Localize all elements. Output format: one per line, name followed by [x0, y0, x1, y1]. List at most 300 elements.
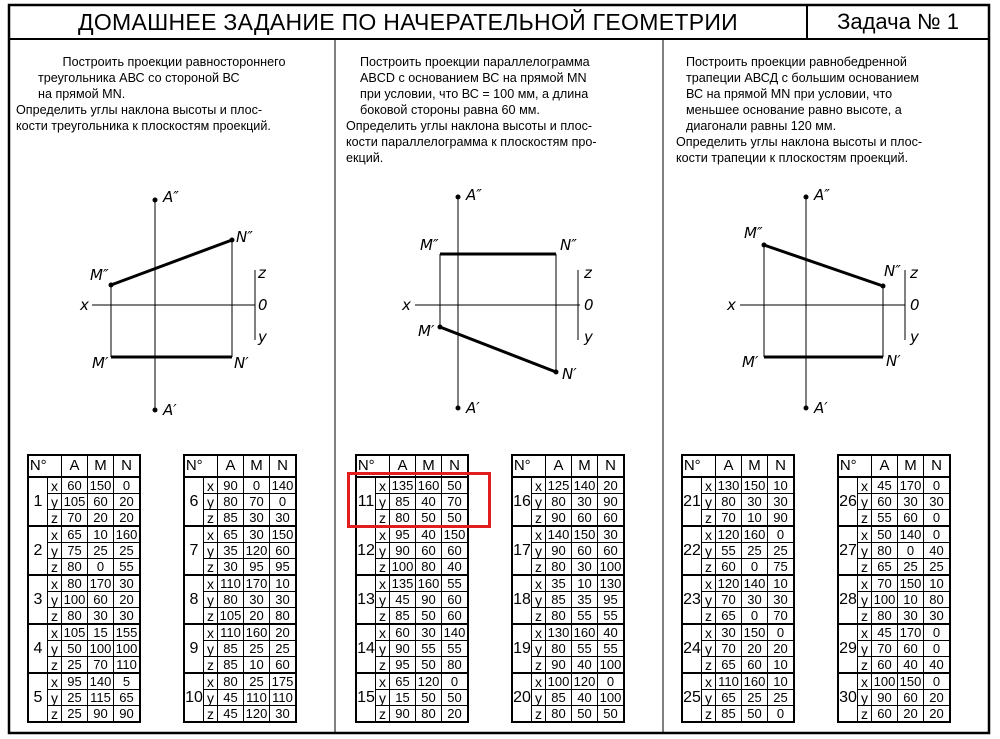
- table-header-cell: N: [270, 455, 297, 477]
- coordinate-cell: 0: [742, 559, 768, 576]
- axis-cell: x: [858, 624, 872, 641]
- coordinate-cell: 60: [62, 477, 88, 494]
- coordinate-cell: 0: [924, 624, 951, 641]
- coordinate-cell: 25: [62, 657, 88, 674]
- coordinate-cell: 65: [716, 657, 742, 674]
- axis-cell: x: [204, 477, 218, 494]
- label-n2: N″: [236, 228, 253, 246]
- coordinate-cell: 140: [898, 526, 924, 543]
- label-m2: M″: [744, 224, 763, 242]
- table-row: [28, 673, 140, 690]
- coordinate-cell: 80: [218, 592, 244, 608]
- coordinate-cell: 95: [62, 673, 88, 690]
- table-row: [682, 575, 794, 592]
- label-n2: N″: [560, 236, 577, 254]
- coordinate-cell: 60: [416, 543, 442, 559]
- axis-cell: y: [858, 543, 872, 559]
- coordinate-cell: 150: [442, 526, 469, 543]
- coordinate-cell: 65: [390, 673, 416, 690]
- coordinate-cell: 175: [270, 673, 297, 690]
- task-2-line: Определить углы наклона высоты и плос-: [346, 119, 593, 133]
- coordinate-cell: 30: [572, 559, 598, 576]
- axis-cell: y: [858, 641, 872, 657]
- axis-cell: z: [48, 608, 62, 625]
- coordinate-cell: 85: [390, 494, 416, 510]
- axis-cell: y: [858, 494, 872, 510]
- table-header-cell: N°: [512, 455, 532, 477]
- table-header-cell: N: [598, 455, 625, 477]
- table-row: [184, 575, 296, 592]
- label-y: y: [910, 328, 919, 346]
- coordinate-cell: 50: [442, 477, 469, 494]
- task-2-line: боковой стороны равна 60 мм.: [360, 103, 540, 117]
- coordinate-cell: 55: [572, 641, 598, 657]
- coordinate-cell: 25: [114, 543, 141, 559]
- coordinate-cell: 10: [768, 657, 795, 674]
- coordinate-cell: 70: [872, 641, 898, 657]
- coordinate-cell: 70: [768, 608, 795, 625]
- axis-cell: z: [376, 559, 390, 576]
- coordinate-cell: 60: [88, 494, 114, 510]
- axis-cell: x: [702, 673, 716, 690]
- coordinate-cell: 0: [924, 477, 951, 494]
- coordinate-cell: 90: [390, 641, 416, 657]
- coordinate-cell: 60: [572, 510, 598, 527]
- coordinate-cell: 20: [924, 690, 951, 706]
- axis-cell: y: [204, 690, 218, 706]
- table-row: [682, 526, 794, 543]
- variant-number: 19: [512, 624, 532, 673]
- coordinate-cell: 30: [114, 575, 141, 592]
- coordinate-cell: 20: [598, 477, 625, 494]
- coordinate-cell: 45: [218, 706, 244, 723]
- coordinate-cell: 35: [218, 543, 244, 559]
- coordinate-cell: 100: [872, 592, 898, 608]
- coordinate-cell: 15: [88, 624, 114, 641]
- coordinate-cell: 120: [416, 673, 442, 690]
- coordinate-cell: 60: [390, 624, 416, 641]
- coordinate-cell: 150: [270, 526, 297, 543]
- axis-cell: x: [858, 673, 872, 690]
- coordinate-cell: 85: [546, 592, 572, 608]
- coordinate-cell: 130: [598, 575, 625, 592]
- coordinate-cell: 10: [88, 526, 114, 543]
- variant-table: [27, 454, 141, 723]
- table-header-cell: A: [546, 455, 572, 477]
- variant-number: 29: [838, 624, 858, 673]
- axis-cell: x: [48, 526, 62, 543]
- coordinate-cell: 80: [62, 608, 88, 625]
- axis-cell: z: [858, 657, 872, 674]
- label-x: x: [402, 296, 411, 314]
- coordinate-cell: 40: [442, 559, 469, 576]
- coordinate-cell: 60: [872, 657, 898, 674]
- coordinate-cell: 90: [416, 592, 442, 608]
- axis-cell: y: [48, 494, 62, 510]
- axis-cell: x: [702, 477, 716, 494]
- axis-cell: x: [48, 477, 62, 494]
- coordinate-cell: 150: [742, 624, 768, 641]
- axis-cell: y: [48, 641, 62, 657]
- task-3-line: Построить проекции равнобедренной: [686, 55, 907, 69]
- variant-number: 4: [28, 624, 48, 673]
- task-2-line: кости параллелограмма к плоскостям про-: [346, 135, 597, 149]
- axis-cell: x: [204, 575, 218, 592]
- coordinate-cell: 0: [742, 608, 768, 625]
- coordinate-cell: 65: [114, 690, 141, 706]
- axis-cell: y: [376, 543, 390, 559]
- coordinate-cell: 25: [742, 690, 768, 706]
- table-row: [512, 526, 624, 543]
- coordinate-cell: 0: [270, 494, 297, 510]
- coordinate-cell: 20: [742, 641, 768, 657]
- axis-cell: x: [376, 477, 390, 494]
- axis-cell: x: [532, 477, 546, 494]
- coordinate-cell: 30: [572, 494, 598, 510]
- variant-number: 8: [184, 575, 204, 624]
- variant-number: 21: [682, 477, 702, 526]
- coordinate-cell: 80: [924, 592, 951, 608]
- coordinate-cell: 0: [114, 477, 141, 494]
- axis-cell: y: [48, 543, 62, 559]
- axis-cell: x: [376, 526, 390, 543]
- table-row: [28, 624, 140, 641]
- coordinate-cell: 110: [218, 624, 244, 641]
- axis-cell: x: [702, 575, 716, 592]
- coordinate-cell: 65: [872, 559, 898, 576]
- coordinate-cell: 60: [598, 510, 625, 527]
- axis-cell: z: [532, 608, 546, 625]
- label-z: z: [258, 264, 266, 282]
- coordinate-cell: 95: [390, 526, 416, 543]
- task-3-line: меньшее основание равно высоте, а: [686, 103, 902, 117]
- coordinate-cell: 70: [244, 494, 270, 510]
- coordinate-cell: 60: [572, 543, 598, 559]
- axis-cell: y: [702, 690, 716, 706]
- coordinate-cell: 140: [88, 673, 114, 690]
- coordinate-cell: 90: [546, 657, 572, 674]
- coordinate-cell: 55: [442, 575, 469, 592]
- table-row: [356, 575, 468, 592]
- coordinate-cell: 25: [898, 559, 924, 576]
- coordinate-cell: 95: [598, 592, 625, 608]
- table-row: [512, 477, 624, 494]
- coordinate-cell: 10: [768, 673, 795, 690]
- coordinate-cell: 45: [872, 624, 898, 641]
- coordinate-cell: 15: [390, 690, 416, 706]
- coordinate-cell: 120: [716, 575, 742, 592]
- highlight-variant-11: [347, 472, 491, 528]
- coordinate-cell: 55: [598, 641, 625, 657]
- coordinate-cell: 20: [442, 706, 469, 723]
- coordinate-cell: 40: [924, 543, 951, 559]
- variant-number: 22: [682, 526, 702, 575]
- coordinate-cell: 70: [716, 641, 742, 657]
- coordinate-cell: 30: [244, 526, 270, 543]
- task-1-line: на прямой МN.: [38, 87, 126, 101]
- coordinate-cell: 5: [114, 673, 141, 690]
- table-header-cell: A: [872, 455, 898, 477]
- coordinate-cell: 50: [62, 641, 88, 657]
- coordinate-cell: 140: [442, 624, 469, 641]
- coordinate-cell: 50: [442, 510, 469, 527]
- coordinate-cell: 75: [768, 559, 795, 576]
- axis-cell: z: [702, 510, 716, 527]
- coordinate-cell: 40: [572, 657, 598, 674]
- table-row: [838, 477, 950, 494]
- coordinate-cell: 150: [898, 673, 924, 690]
- axis-cell: z: [204, 608, 218, 625]
- axis-cell: x: [204, 526, 218, 543]
- coordinate-cell: 10: [742, 510, 768, 527]
- coordinate-cell: 20: [924, 706, 951, 723]
- variant-number: 24: [682, 624, 702, 673]
- coordinate-cell: 60: [442, 543, 469, 559]
- coordinate-cell: 35: [572, 592, 598, 608]
- label-z: z: [910, 264, 918, 282]
- coordinate-cell: 110: [114, 657, 141, 674]
- axis-cell: y: [204, 543, 218, 559]
- variant-number: 13: [356, 575, 376, 624]
- table-header-cell: [702, 455, 716, 477]
- coordinate-cell: 80: [270, 608, 297, 625]
- axis-cell: y: [48, 592, 62, 608]
- variant-number: 23: [682, 575, 702, 624]
- coordinate-cell: 80: [218, 673, 244, 690]
- axis-cell: z: [48, 706, 62, 723]
- coordinate-cell: 150: [88, 477, 114, 494]
- table-header-cell: N°: [682, 455, 702, 477]
- coordinate-cell: 50: [416, 690, 442, 706]
- variant-number: 5: [28, 673, 48, 722]
- axis-cell: z: [376, 510, 390, 527]
- axis-cell: y: [204, 641, 218, 657]
- table-header-cell: N: [924, 455, 951, 477]
- axis-cell: y: [376, 641, 390, 657]
- axis-cell: y: [376, 690, 390, 706]
- variant-number: 9: [184, 624, 204, 673]
- axis-cell: y: [702, 543, 716, 559]
- axis-cell: x: [858, 575, 872, 592]
- coordinate-cell: 0: [244, 477, 270, 494]
- task-3-line: кости трапеции к плоскостям проекций.: [676, 151, 909, 165]
- axis-cell: y: [204, 592, 218, 608]
- label-n2: N″: [884, 262, 901, 280]
- coordinate-cell: 80: [442, 657, 469, 674]
- coordinate-cell: 85: [390, 608, 416, 625]
- coordinate-cell: 50: [872, 526, 898, 543]
- coordinate-cell: 20: [244, 608, 270, 625]
- coordinate-cell: 135: [390, 477, 416, 494]
- coordinate-cell: 150: [898, 575, 924, 592]
- variant-number: 11: [356, 477, 376, 526]
- table-row: [356, 526, 468, 543]
- coordinate-cell: 45: [390, 592, 416, 608]
- coordinate-cell: 90: [114, 706, 141, 723]
- label-y: y: [258, 328, 267, 346]
- coordinate-cell: 25: [62, 690, 88, 706]
- variant-number: 30: [838, 673, 858, 722]
- table-row: [838, 526, 950, 543]
- coordinate-cell: 30: [716, 624, 742, 641]
- coordinate-cell: 45: [218, 690, 244, 706]
- axis-cell: x: [48, 673, 62, 690]
- coordinate-cell: 40: [416, 526, 442, 543]
- coordinate-cell: 170: [88, 575, 114, 592]
- label-o: 0: [910, 296, 920, 314]
- table-row: [682, 477, 794, 494]
- coordinate-cell: 45: [872, 477, 898, 494]
- coordinate-cell: 80: [546, 494, 572, 510]
- coordinate-cell: 10: [768, 575, 795, 592]
- coordinate-cell: 40: [898, 657, 924, 674]
- coordinate-cell: 90: [390, 543, 416, 559]
- coordinate-cell: 85: [218, 510, 244, 527]
- axis-cell: z: [376, 608, 390, 625]
- coordinate-cell: 30: [924, 494, 951, 510]
- coordinate-cell: 40: [924, 657, 951, 674]
- page-title: ДОМАШНЕЕ ЗАДАНИЕ ПО НАЧЕРАТЕЛЬНОЙ ГЕОМЕТРИИ: [77, 9, 739, 35]
- table-header-cell: M: [898, 455, 924, 477]
- coordinate-cell: 50: [598, 706, 625, 723]
- coordinate-cell: 60: [872, 706, 898, 723]
- coordinate-cell: 25: [742, 543, 768, 559]
- axis-cell: x: [204, 673, 218, 690]
- coordinate-cell: 20: [768, 641, 795, 657]
- coordinate-cell: 90: [768, 510, 795, 527]
- axis-cell: z: [532, 510, 546, 527]
- coordinate-cell: 25: [62, 706, 88, 723]
- diagram-1: [92, 198, 255, 412]
- axis-cell: z: [204, 510, 218, 527]
- table-row: [28, 526, 140, 543]
- axis-cell: z: [858, 510, 872, 527]
- coordinate-cell: 0: [768, 706, 795, 723]
- coordinate-cell: 50: [416, 608, 442, 625]
- variant-number: 28: [838, 575, 858, 624]
- axis-cell: y: [702, 494, 716, 510]
- coordinate-cell: 40: [598, 624, 625, 641]
- axis-cell: y: [532, 641, 546, 657]
- coordinate-cell: 0: [924, 641, 951, 657]
- label-n1: N′: [234, 354, 249, 372]
- coordinate-cell: 20: [88, 510, 114, 527]
- coordinate-cell: 25: [88, 543, 114, 559]
- table-header-cell: M: [742, 455, 768, 477]
- axis-cell: z: [204, 657, 218, 674]
- coordinate-cell: 65: [62, 526, 88, 543]
- axis-cell: y: [702, 641, 716, 657]
- coordinate-cell: 90: [872, 690, 898, 706]
- coordinate-cell: 85: [546, 690, 572, 706]
- coordinate-cell: 60: [716, 559, 742, 576]
- coordinate-cell: 70: [88, 657, 114, 674]
- label-x: x: [80, 296, 89, 314]
- variant-number: 12: [356, 526, 376, 575]
- coordinate-cell: 170: [898, 624, 924, 641]
- coordinate-cell: 60: [742, 657, 768, 674]
- axis-cell: y: [532, 494, 546, 510]
- coordinate-cell: 80: [546, 608, 572, 625]
- coordinate-cell: 80: [416, 706, 442, 723]
- label-a2: A″: [163, 188, 179, 206]
- coordinate-cell: 60: [270, 543, 297, 559]
- coordinate-cell: 60: [270, 657, 297, 674]
- coordinate-cell: 60: [872, 494, 898, 510]
- variant-number: 3: [28, 575, 48, 624]
- coordinate-cell: 140: [270, 477, 297, 494]
- axis-cell: y: [204, 494, 218, 510]
- axis-cell: x: [532, 624, 546, 641]
- task-3-line: диагонали равны 120 мм.: [686, 119, 837, 133]
- axis-cell: z: [376, 657, 390, 674]
- coordinate-cell: 110: [244, 690, 270, 706]
- table-header-cell: N: [442, 455, 469, 477]
- label-a1: A′: [466, 399, 480, 417]
- table-row: [838, 624, 950, 641]
- coordinate-cell: 65: [218, 526, 244, 543]
- label-o: 0: [584, 296, 594, 314]
- coordinate-cell: 125: [546, 477, 572, 494]
- coordinate-cell: 0: [442, 673, 469, 690]
- coordinate-cell: 0: [598, 673, 625, 690]
- coordinate-cell: 80: [872, 608, 898, 625]
- table-row: [512, 624, 624, 641]
- axis-cell: z: [376, 706, 390, 723]
- axis-cell: z: [532, 706, 546, 723]
- task-2-line: екций.: [346, 151, 384, 165]
- coordinate-cell: 90: [598, 494, 625, 510]
- label-a1: A′: [814, 399, 828, 417]
- axis-cell: z: [532, 657, 546, 674]
- coordinate-cell: 10: [572, 575, 598, 592]
- axis-cell: y: [858, 690, 872, 706]
- coordinate-cell: 0: [88, 559, 114, 576]
- axis-cell: x: [376, 624, 390, 641]
- coordinate-cell: 90: [88, 706, 114, 723]
- coordinate-cell: 85: [716, 706, 742, 723]
- coordinate-cell: 25: [768, 543, 795, 559]
- label-m2: M″: [90, 266, 109, 284]
- coordinate-cell: 30: [416, 624, 442, 641]
- coordinate-cell: 10: [898, 592, 924, 608]
- table-header-cell: [532, 455, 546, 477]
- coordinate-cell: 55: [572, 608, 598, 625]
- table-row: [28, 575, 140, 592]
- variant-number: 2: [28, 526, 48, 575]
- axis-cell: x: [532, 673, 546, 690]
- coordinate-cell: 30: [270, 510, 297, 527]
- table-row: [184, 624, 296, 641]
- table-row: [838, 673, 950, 690]
- task-1-line: Построить проекции равностороннего: [62, 55, 286, 69]
- table-header-cell: A: [62, 455, 88, 477]
- table-header-cell: N°: [184, 455, 204, 477]
- coordinate-cell: 170: [898, 477, 924, 494]
- table-header-cell: [48, 455, 62, 477]
- table-header-cell: N°: [28, 455, 48, 477]
- label-o: 0: [258, 296, 268, 314]
- variant-number: 25: [682, 673, 702, 722]
- coordinate-cell: 0: [924, 673, 951, 690]
- variant-number: 27: [838, 526, 858, 575]
- axis-cell: z: [204, 706, 218, 723]
- label-y: y: [584, 328, 593, 346]
- table-row: [356, 624, 468, 641]
- axis-cell: z: [48, 510, 62, 527]
- table-row: [356, 673, 468, 690]
- coordinate-cell: 50: [416, 657, 442, 674]
